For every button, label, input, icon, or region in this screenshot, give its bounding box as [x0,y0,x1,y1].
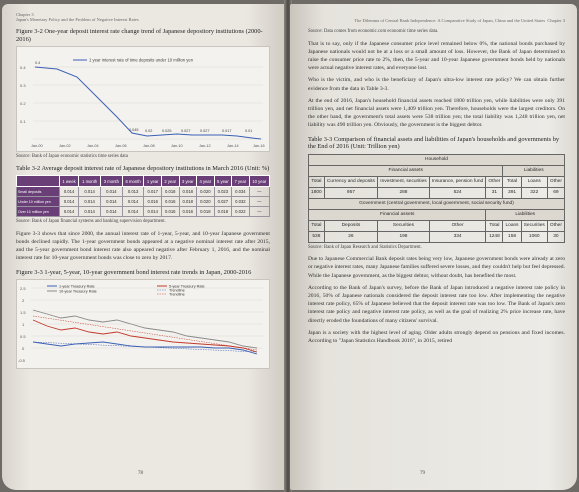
table-header-cell: Loans [521,176,547,187]
y-tick: 0.5 [20,334,26,340]
liabilities-header: Liabilities [503,165,565,176]
table-header-cell: Deposits [324,220,377,231]
legend-entry: Trendline [169,292,185,297]
y-tick: 0.1 [20,119,26,125]
table-cell: 0.018 [179,187,197,197]
point-label: 0.017 [222,129,232,134]
table-cell: — [249,207,269,217]
table-header-row [17,176,270,187]
table-header-cell: 3 year [179,176,197,187]
table-3-2-unit: (Unit: %) [244,164,270,172]
right-paragraph: That is to say, only if the Japanese consumer price level remained below 0%, the national bonds purchased by Japanese nationals would not be at a loss or a small amount of loss. However, the Bank of Japan determined to raise the consumer price rate to 2%, then, the 5-year and 10-year Japanese government bonds held by nationals were actual negative interest rates, and everyone lost. [308,40,565,72]
point-label: 0.01 [245,129,253,134]
point-label: 0.027 [200,129,210,134]
table-header-cell: 2 year [161,176,179,187]
running-head-title: The Dilemma of Central Bank Independence: A Comparative Study of Japan, China and the United States [354,18,546,23]
left-page [2,4,286,490]
legend-entry: Trendline [169,288,185,293]
table-cell: 0.014 [59,207,78,217]
table-cell: 538 [309,231,325,242]
right-paragraph: At the end of 2016, Japan's household financial assets reached 1800 trillion yen, while liabilities were only 391 trillion yen, and net financial assets were 1,409 trillion yen. Therefore, households were the largest creditors. On the other hand, the government's total assets were 538 trillion yen; the total liability was 1,248 trillion yen, net liability was 490 trillion yen. Obviously, the government is the biggest debtor. [308,97,565,129]
table-header-cell: 4 year [197,176,215,187]
table-header-row [309,220,565,231]
legend-entry: 1-year Treasury Rate [59,284,95,289]
table-cell: 0.014 [101,197,123,207]
x-tick: Jan-10 [171,144,183,149]
right-paragraph: According to the Bank of Japan's survey, before the Bank of Japan introduced a negative interest rate policy in 2016, 50% of Japanese nationals considered the deposit interest rate too low. After implementing the negative interest rate policy, 65% of Japanese believed that the deposit interest rate was too low. The Bank of Japan's zero interest rate policy and negative interest rate policy, as well as the goal of realizing 2% price increase rate, have directly eroded the foundations of many citizens' survival. [308,284,565,324]
table-cell: 0.032 [232,197,250,207]
table-header-cell: Other [486,176,503,187]
table-3-2-caption [16,165,270,173]
table-cell: 0.017 [144,187,162,197]
table-cell: 26 [324,231,377,242]
household-title: Household [309,154,565,165]
y-tick: 0.3 [20,83,26,89]
table-3-3 [308,154,565,243]
table-row [309,154,565,165]
page-number-right: 79 [420,471,425,476]
table-cell: — [249,197,269,207]
table-row [17,207,270,217]
table-3-2 [16,175,270,217]
chart-legend: 1 year interest rate of time deposits under 10 million yen [89,57,194,63]
figure-3-3-svg [17,280,269,368]
table-header-cell: Currency and deposits [324,176,377,187]
figure-3-2-svg [17,47,269,151]
table-cell: 0.016 [144,197,162,207]
x-tick: Jan-08 [143,144,155,149]
table-cell: 0.014 [144,207,162,217]
table-header-cell: 5 year [214,176,232,187]
table-cell: 1060 [521,231,547,242]
table-header-cell: Total [309,176,325,187]
point-label: 0.045 [129,128,139,133]
y-tick: 2 [22,298,25,304]
table-cell: 1800 [309,187,325,198]
y-tick: 0 [22,346,25,352]
table-cell: 0.014 [79,187,101,197]
gov-liabilities-header: Liabilities [486,209,565,220]
table-header-cell: Securities [378,220,430,231]
x-tick: Jan-00 [31,144,43,149]
table-cell: 30 [547,231,564,242]
table-cell: 0.020 [197,187,215,197]
table-header-cell: Total [309,220,325,231]
table-header-cell: 1 week [59,176,78,187]
x-tick: Jan-16 [253,144,265,149]
table-3-3-caption [308,136,565,151]
running-head-line-1: Chapter 3 [16,12,34,17]
right-page [290,4,577,490]
table-header-cell: 7 year [232,176,250,187]
y-tick: 1.5 [20,310,26,316]
table-row [309,165,565,176]
table-cell: 322 [521,187,547,198]
table-header-cell: Investment, securities [378,176,430,187]
table-cell: 0.022 [232,207,250,217]
table-cell: 1248 [486,231,503,242]
table-cell: 0.016 [179,207,197,217]
x-tick: Jan-02 [59,144,71,149]
table-cell: 0.020 [197,197,215,207]
point-label: 0.025 [162,129,172,134]
x-tick: Jan-12 [199,144,211,149]
table-cell: 0.013 [122,187,144,197]
table-cell: 0.014 [79,207,101,217]
table-header-cell: 3 month [101,176,123,187]
chapter-tag: Chapter 3 [547,18,565,23]
table-cell: 957 [324,187,377,198]
table-row [309,231,565,242]
table-3-2-title: Table 3-2 Average deposit interest rate of Japanese depository institutions in March 2016 [16,164,244,172]
figure-3-3-caption: Figure 3-3 1-year, 5-year, 10-year government bond interest rate trends in Japan, 2000-2016 [16,268,252,276]
y-tick: 2.5 [20,286,26,292]
running-head-line-2: Japan's Monetary Policy and the Problem of Negative Interest Rates [16,17,139,22]
row-label: Over 10 million yen [17,207,60,217]
point-label: 0.027 [181,129,191,134]
row-label: Under 10 million yen [17,197,60,207]
table-cell: 0.018 [179,197,197,207]
table-cell: 288 [378,187,430,198]
table-header-cell: Total [486,220,503,231]
gov-financial-assets-header: Financial assets [309,209,486,220]
table-cell: 0.018 [197,207,215,217]
point-label: 0.4 [35,61,41,66]
table-cell: 391 [503,187,521,198]
table-3-2-source: Source: Bank of Japan financial systems and banking supervision department. [16,219,166,225]
table-header-cell: Securities [521,220,547,231]
legend-entry: 5-year Treasury Rate [169,284,205,289]
table-cell: 31 [486,187,503,198]
y-tick: 0.2 [20,101,26,107]
table-cell: 524 [429,187,486,198]
table-cell: 0.027 [214,197,232,207]
running-head-left [16,12,270,22]
table-row [17,187,270,197]
table-row [309,198,565,209]
table-cell: 0.014 [79,197,101,207]
table-cell: 0.018 [161,187,179,197]
right-paragraph: Japan is a society with the highest level of aging. Older adults strongly depend on pensions and fixed incomes. According to "Japan Statistics Handbook 2016", in 2015, retired [308,329,565,345]
table-cell: — [249,187,269,197]
table-cell: 0.014 [122,197,144,207]
right-paragraph: Who is the victim, and who is the beneficiary of Japan's ultra-low interest rate policy? We can obtain further evidence from the data in Table 3-3. [308,77,565,92]
table-cell: 0.034 [232,187,250,197]
page-number-left: 78 [138,471,143,476]
table-cell: 334 [429,231,486,242]
table-cell: 0.014 [122,207,144,217]
table-header-cell: Total [503,176,521,187]
table-header-cell: Other [429,220,486,231]
table-cell: 0.018 [214,207,232,217]
table-header-cell: 10 year [249,176,269,187]
table-cell: 0.016 [161,197,179,207]
table-cell: 0.023 [214,187,232,197]
table-header-cell: Other [547,176,564,187]
top-source-note: Source: Data comes from economic.com economic time series data. [308,29,439,34]
financial-assets-header: Financial assets [309,165,503,176]
table-cell: 0.014 [59,197,78,207]
right-paragraph: Due to Japanese Commercial Bank deposit rates being very low, Japanese government bonds were already at zero or negative interest rates, many Japanese families suffered severe losses, and they couldn't help but feel depressed. While the Japanese government, as the biggest debtor, without doubt, has benefited the most. [308,256,565,279]
table-row [309,209,565,220]
table-cell: 0.014 [59,187,78,197]
table-header-row [309,176,565,187]
table-cell: 69 [547,187,564,198]
table-cell: 0.014 [101,207,123,217]
table-header-cell: 1 month [79,176,101,187]
table-header-cell: Insurance, pension fund [429,176,486,187]
table-row [309,187,565,198]
x-tick: Jan-04 [87,144,99,149]
figure-3-2-caption: Figure 3-2 One-year deposit interest rate change trend of Japanese depository institutions (2000-2016) [16,28,263,43]
figure-3-2-source: Source: Bank of Japan economic statistics time series data [16,154,128,160]
table-cell: 158 [503,231,521,242]
table-cell: 0.014 [101,187,123,197]
x-tick: Jan-14 [227,144,239,149]
figure-3-3-chart [16,279,270,369]
table-row [17,197,270,207]
x-tick: Jan-06 [115,144,127,149]
table-header-cell: 1 year [144,176,162,187]
table-3-3-source: Source: Bank of Japan Research and Statistics Department. [308,244,422,250]
y-tick: 0.4 [20,65,26,71]
table-cell: 198 [378,231,430,242]
point-label: 0.02 [145,129,153,134]
table-3-3-unit: (Unit: Trillion yen) [350,143,400,151]
left-paragraph: Figure 3-3 shows that since 2000, the annual interest rate of 1-year, 5-year, and 10-year Japanese government bonds declined rapidly. The 1-year government bonds appeared at a negative nominal interest rate after 2015, and the 5-year government bond interest rate also appeared negative after February 1, 2016, and the nominal interest rate for 10-year government bonds was close to zero by 2017. [16,230,270,262]
figure-3-2-chart [16,46,270,152]
table-header-cell: 6 month [122,176,144,187]
table-header-cell: Other [547,220,564,231]
table-cell: 0.016 [161,207,179,217]
y-tick: 1 [22,322,25,328]
legend-entry: 10-year Treasury Rate [59,289,97,294]
y-tick: -0.5 [18,358,25,364]
table-header-cell: Loans [503,220,521,231]
table-header-cell [17,176,60,187]
running-head-right [308,18,565,23]
government-title: Government (central government, local government, social security fund) [309,198,565,209]
row-label: Small deposits [17,187,60,197]
table-3-3-title: Table 3-3 Comparison of financial assets and liabilities of Japan's households and governments by the End of 2016 [308,135,560,151]
